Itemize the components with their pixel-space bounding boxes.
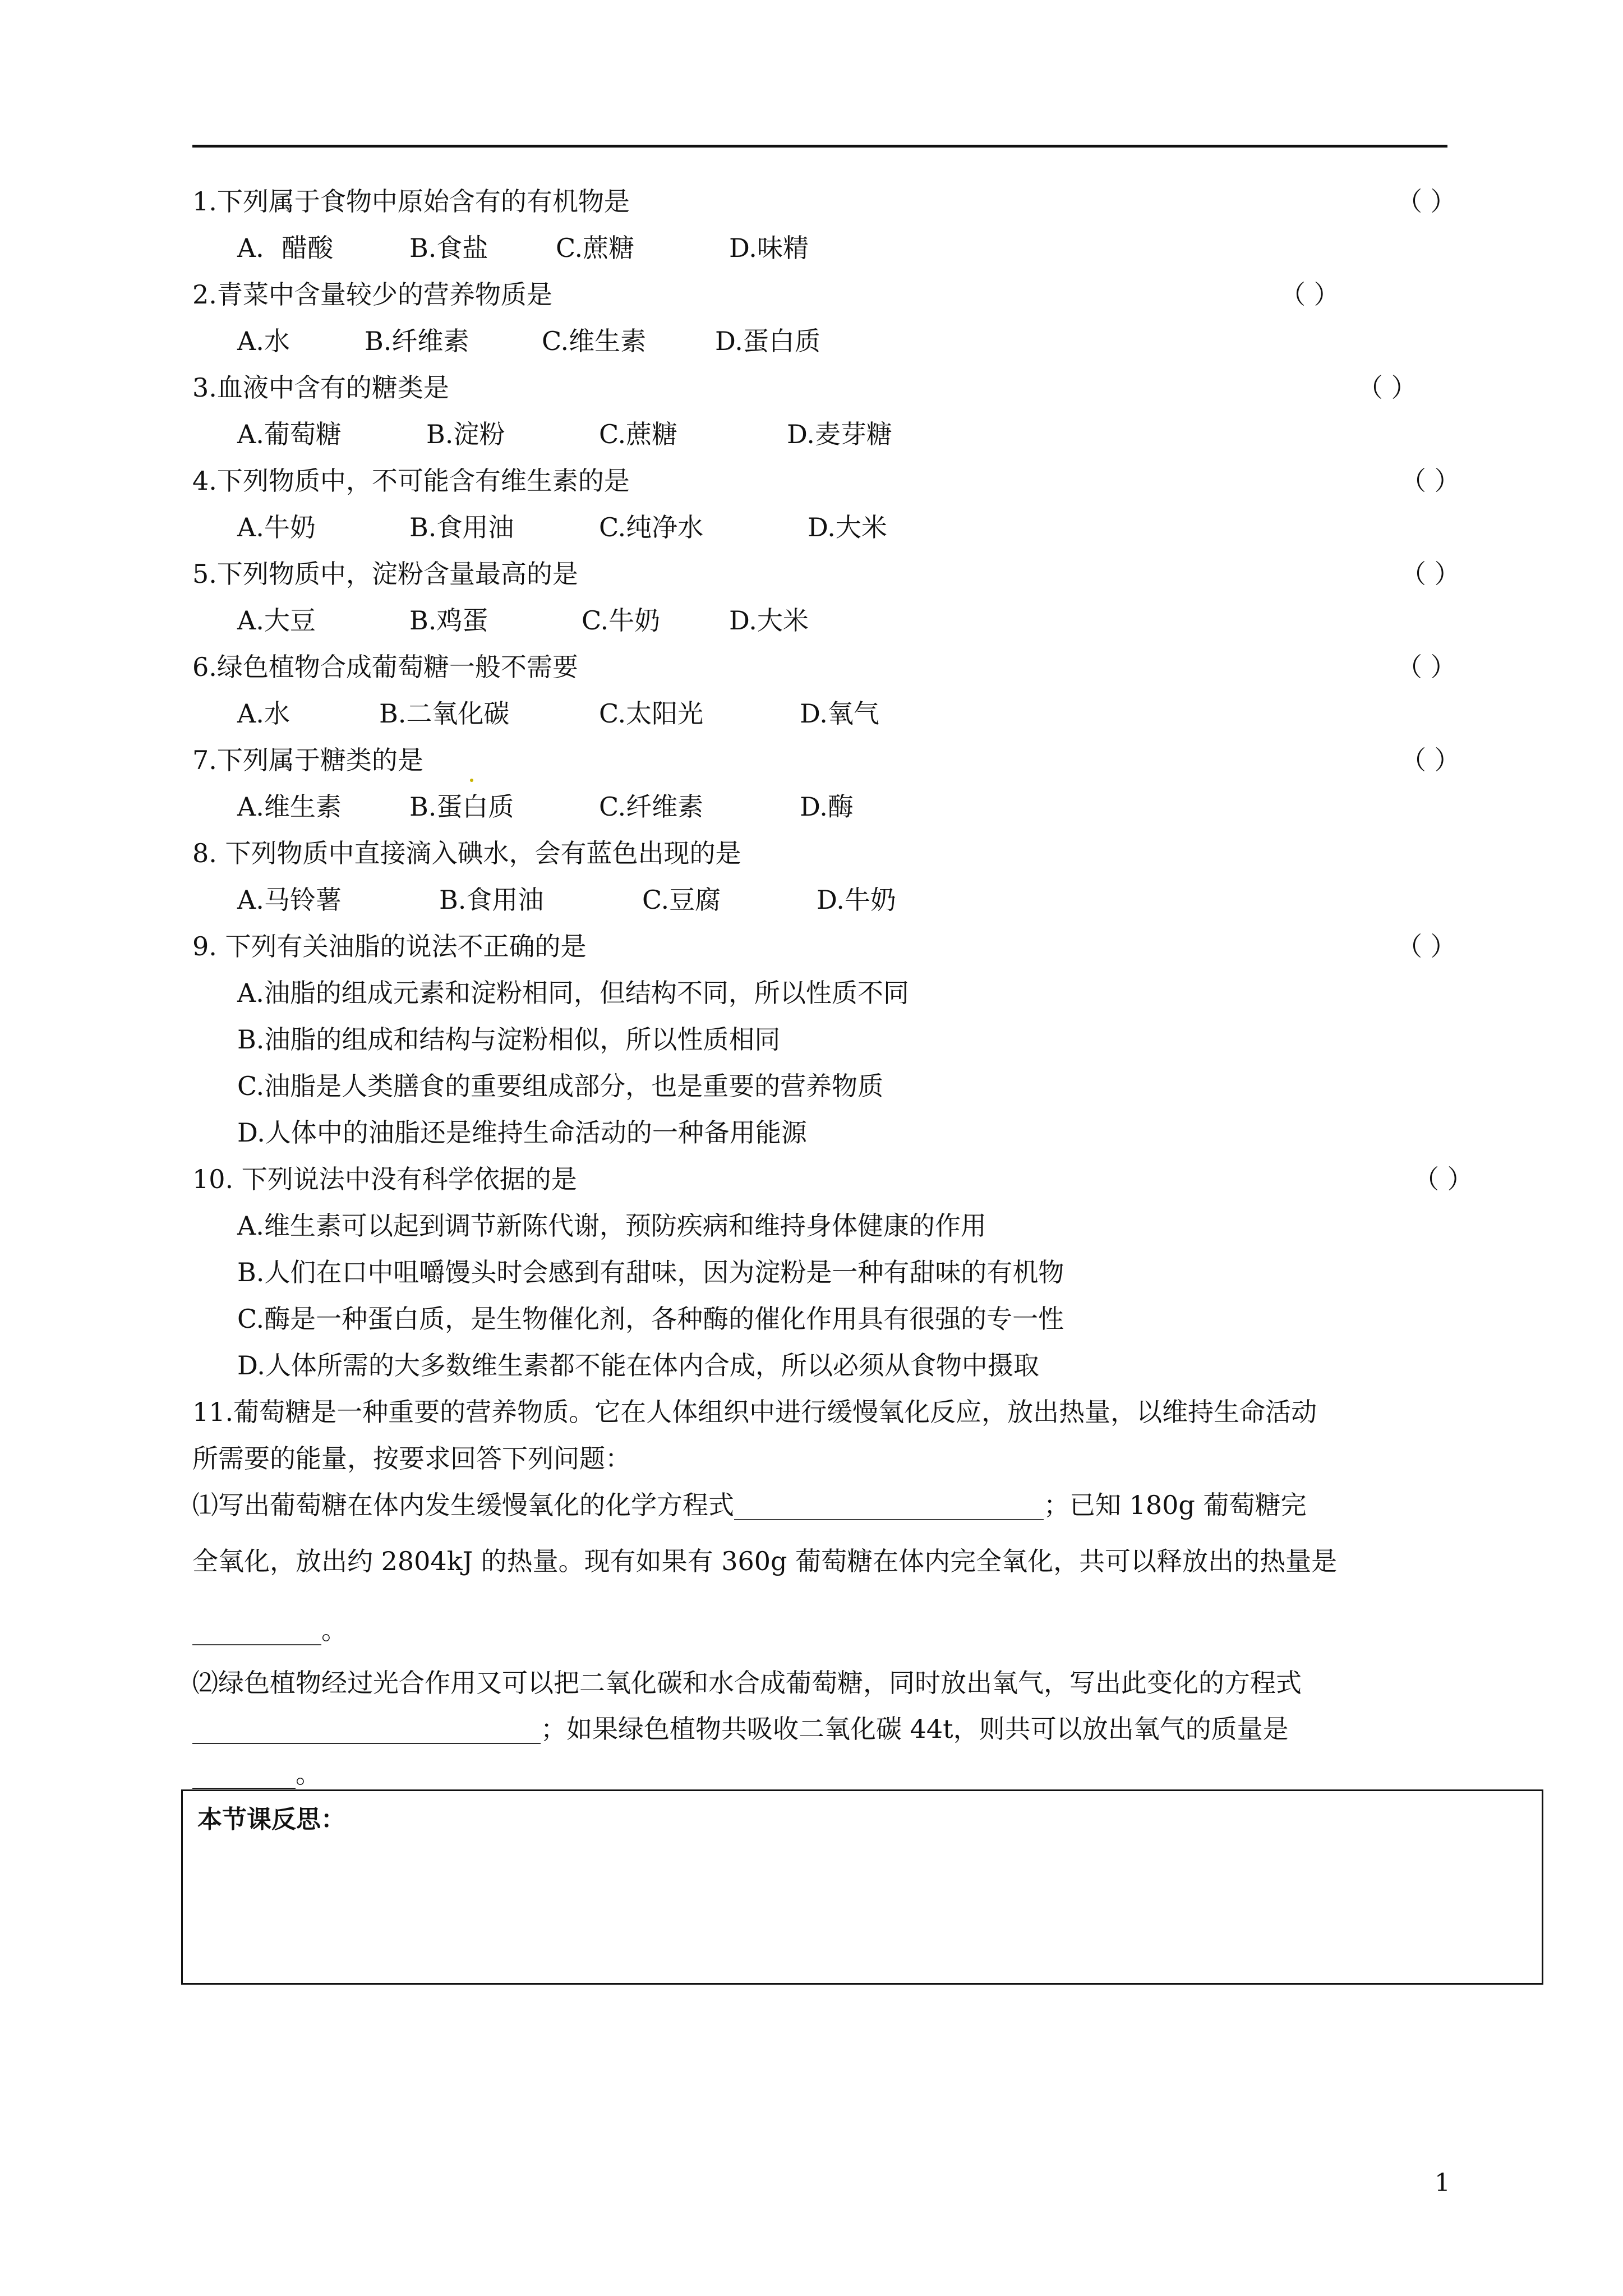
question-9: [192, 923, 587, 970]
question-5: [192, 550, 578, 597]
question-stem: 血液中含有的糖类是: [216, 372, 449, 403]
option-b: B.二氧化碳: [379, 698, 510, 729]
answer-blank[interactable]: （ ）: [1400, 466, 1460, 496]
question-number: 7.: [192, 745, 217, 775]
reflection-box[interactable]: [181, 1789, 1543, 1985]
option-c: C.太阳光: [599, 698, 704, 729]
option-d: D.人体所需的大多数维生素都不能在体内合成，所以必须从食物中摄取: [237, 1350, 1039, 1381]
option-b: B.鸡蛋: [409, 605, 488, 636]
answer-blank[interactable]: （ ）: [1396, 931, 1456, 961]
page-number: 1: [1435, 2169, 1450, 2197]
option-d: D.麦芽糖: [787, 419, 892, 449]
option-a: A.水: [237, 698, 290, 729]
question-stem: 下列物质中，淀粉含量最高的是: [216, 559, 578, 589]
option-c: C.蔗糖: [599, 419, 678, 449]
question-number: 5.: [192, 559, 217, 589]
option-c: C.豆腐: [642, 885, 721, 915]
question-stem: 下列物质中，不可能含有维生素的是: [216, 466, 630, 496]
question-number: 8.: [192, 838, 217, 868]
option-a: A.维生素可以起到调节新陈代谢，预防疾病和维持身体健康的作用: [237, 1211, 986, 1241]
answer-blank[interactable]: （ ）: [1357, 372, 1417, 403]
question-4: [192, 457, 630, 504]
answer-blank[interactable]: （ ）: [1396, 186, 1456, 217]
option-a: A.葡萄糖: [237, 419, 342, 449]
option-b: B.人们在口中咀嚼馒头时会感到有甜味，因为淀粉是一种有甜味的有机物: [237, 1257, 1064, 1287]
option-a: A.水: [237, 326, 290, 356]
question-number: 10.: [192, 1164, 234, 1194]
option-b: B.淀粉: [426, 419, 505, 449]
option-c: C.牛奶: [582, 605, 661, 636]
stray-mark: [470, 779, 473, 782]
option-d: D.大米: [729, 605, 809, 636]
question-stem: 下列属于食物中原始含有的有机物是: [216, 186, 630, 217]
question-number: 3.: [192, 372, 217, 403]
question-number: 2.: [192, 279, 217, 310]
question-number: 9.: [192, 931, 217, 961]
answer-blank[interactable]: （ ）: [1413, 1164, 1473, 1194]
question-8: [192, 830, 741, 877]
option-d: D.人体中的油脂还是维持生命活动的一种备用能源: [237, 1117, 807, 1148]
option-b: B.食盐: [409, 233, 488, 263]
answer-blank[interactable]: （ ）: [1400, 745, 1460, 775]
question-stem: 下列物质中直接滴入碘水，会有蓝色出现的是: [216, 838, 741, 868]
option-c: C.油脂是人类膳食的重要组成部分，也是重要的营养物质: [237, 1071, 884, 1101]
answer-blank[interactable]: （ ）: [1280, 279, 1340, 310]
question-3: [192, 364, 449, 411]
option-b: B.食用油: [409, 512, 514, 542]
answer-blank[interactable]: （ ）: [1396, 652, 1456, 682]
question-stem: 下列属于糖类的是: [216, 745, 423, 775]
reflection-title: 本节课反思：: [197, 1805, 345, 1834]
option-b: B.食用油: [439, 885, 544, 915]
question-10: [192, 1156, 577, 1203]
question-7: [192, 737, 423, 784]
question-11-intro: 11.葡萄糖是一种重要的营养物质。它在人体组织中进行缓慢氧化反应，放出热量，以维持生命活动: [192, 1397, 1317, 1427]
option-a: A．醋酸: [237, 233, 334, 263]
option-d: D.蛋白质: [715, 326, 820, 356]
option-d: D.大米: [808, 512, 887, 542]
header-rule: [192, 145, 1447, 148]
option-d: D.牛奶: [817, 885, 896, 915]
option-d: D.酶: [800, 792, 854, 822]
option-c: C.维生素: [542, 326, 647, 356]
question-11-part-1: ⑴写出葡萄糖在体内发生缓慢氧化的化学方程式________________________；已知 180g 葡萄糖完: [192, 1490, 1307, 1520]
question-stem: 下列说法中没有科学依据的是: [233, 1164, 577, 1194]
question-number: 6.: [192, 652, 217, 682]
question-stem: 绿色植物合成葡萄糖一般不需要: [216, 652, 578, 682]
question-11-part-2: ⑵绿色植物经过光合作用又可以把二氧化碳和水合成葡萄糖，同时放出氧气，写出此变化的方程式: [192, 1668, 1302, 1698]
option-a: A.马铃薯: [237, 885, 342, 915]
question-11-part-1-blank[interactable]: __________。: [192, 1615, 347, 1645]
option-c: C.纤维素: [599, 792, 704, 822]
question-number: 1.: [192, 186, 217, 217]
question-number: 4.: [192, 466, 217, 496]
question-11-part-2-cont: ___________________________；如果绿色植物共吸收二氧化碳 44t，则共可以放出氧气的质量是: [192, 1714, 1289, 1744]
question-11-part-2-blank[interactable]: ________。: [192, 1759, 321, 1789]
option-a: A.牛奶: [237, 512, 316, 542]
question-11-part-1-cont: 全氧化，放出约 2804kJ 的热量。现有如果有 360g 葡萄糖在体内完全氧化，共可以释放出的热量是: [192, 1546, 1338, 1576]
option-d: D.味精: [729, 233, 809, 263]
option-c: C.蔗糖: [556, 233, 635, 263]
question-2: [192, 271, 552, 318]
answer-blank[interactable]: （ ）: [1400, 559, 1460, 589]
question-6: [192, 643, 578, 691]
question-stem: 青菜中含量较少的营养物质是: [216, 279, 552, 310]
question-1: [192, 178, 630, 225]
option-b: B.纤维素: [365, 326, 469, 356]
option-b: B.油脂的组成和结构与淀粉相似，所以性质相同: [237, 1024, 781, 1055]
option-c: C.酶是一种蛋白质，是生物催化剂，各种酶的催化作用具有很强的专一性: [237, 1304, 1064, 1334]
option-a: A.大豆: [237, 605, 316, 636]
question-11-intro-cont: 所需要的能量，按要求回答下列问题：: [192, 1443, 631, 1474]
option-a: A.维生素: [237, 792, 342, 822]
option-d: D.氧气: [800, 698, 879, 729]
question-stem: 下列有关油脂的说法不正确的是: [216, 931, 587, 961]
option-a: A.油脂的组成元素和淀粉相同，但结构不同，所以性质不同: [237, 978, 909, 1008]
option-c: C.纯净水: [599, 512, 704, 542]
option-b: B.蛋白质: [409, 792, 514, 822]
